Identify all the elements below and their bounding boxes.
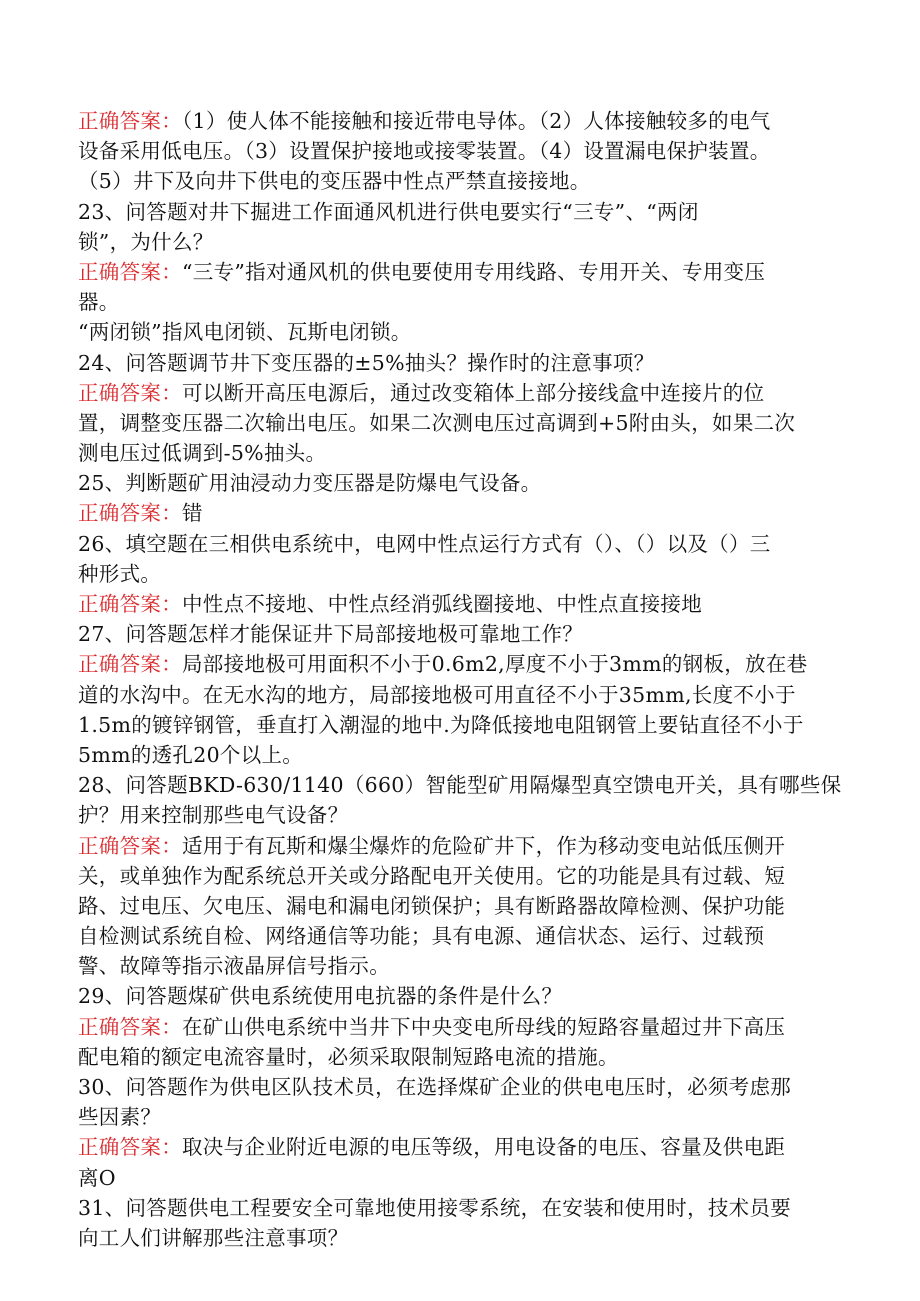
question-block	[78, 619, 838, 649]
line-text: 5mm的透孔20个以上。	[78, 742, 304, 767]
answer-line	[78, 649, 838, 679]
question-line	[78, 529, 838, 559]
answer-line	[78, 951, 838, 981]
answer-block	[78, 498, 838, 528]
answer-label: 正确答案：	[78, 380, 182, 405]
answer-line	[78, 106, 838, 136]
answer-line	[78, 921, 838, 951]
question-line	[78, 981, 838, 1011]
question-line	[78, 800, 838, 830]
question-line	[78, 1223, 838, 1253]
answer-line	[78, 680, 838, 710]
line-text: 在矿山供电系统中当井下中央变电所母线的短路容量超过井下高压	[182, 1014, 786, 1039]
answer-label: 正确答案：	[78, 833, 182, 858]
answer-line	[78, 378, 838, 408]
question-block	[78, 197, 838, 257]
question-line	[78, 197, 838, 227]
line-text: 离O	[78, 1165, 116, 1190]
question-line	[78, 1193, 838, 1223]
answer-block	[78, 378, 838, 469]
answer-line	[78, 861, 838, 891]
answer-line	[78, 317, 838, 347]
line-text: 24、问答题调节井下变压器的±5%抽头？操作时的注意事项？	[78, 350, 655, 375]
answer-line	[78, 589, 838, 619]
answer-block	[78, 1012, 838, 1072]
answer-label: 正确答案：	[78, 109, 182, 133]
answer-label: 正确答案：	[78, 501, 182, 526]
line-text: 关，或单独作为配系统总开关或分路配电开关使用。它的功能是具有过载、短	[78, 863, 786, 888]
line-text: 可以断开高压电源后，通过改变箱体上部分接线盒中连接片的位	[182, 380, 765, 405]
line-text: 28、问答题BKD-630/1140（660）智能型矿用隔爆型真空馈电开关，具有哪些保	[78, 773, 842, 798]
question-line	[78, 1072, 838, 1102]
line-text: 适用于有瓦斯和爆尘爆炸的危险矿井下，作为移动变电站低压侧开	[182, 833, 786, 858]
line-text: 向工人们讲解那些注意事项？	[78, 1225, 349, 1250]
answer-line	[78, 710, 838, 740]
line-text: 局部接地极可用面积不小于0.6m2,厚度不小于3mm的钢板，放在巷	[182, 652, 808, 677]
answer-line	[78, 740, 838, 770]
question-line	[78, 559, 838, 589]
answer-line	[78, 287, 838, 317]
answer-line	[78, 408, 838, 438]
question-line	[78, 619, 838, 649]
question-line	[78, 468, 838, 498]
line-text: 取决与企业附近电源的电压等级，用电设备的电压、容量及供电距	[182, 1135, 786, 1160]
question-line	[78, 227, 838, 257]
line-text: “两闭锁”指风电闭锁、瓦斯电闭锁。	[78, 320, 412, 345]
answer-block	[78, 106, 838, 197]
line-text: 置，调整变压器二次输出电压。如果二次测电压过高调到+5附由头，如果二次	[78, 410, 796, 435]
question-block	[78, 468, 838, 498]
line-text: （1）使人体不能接触和接近带电导体。（2）人体接触较多的电气	[182, 109, 771, 133]
answer-block	[78, 1132, 838, 1192]
line-text: 23、问答题对井下掘进工作面通风机进行供电要实行“三专”、“两闭	[78, 199, 699, 224]
line-text: 警、故障等指示液晶屏信号指示。	[78, 954, 390, 979]
answer-line	[78, 136, 838, 166]
line-text: 27、问答题怎样才能保证井下局部接地极可靠地工作？	[78, 622, 584, 647]
answer-line	[78, 166, 838, 196]
line-text: 些因素？	[78, 1105, 162, 1130]
answer-line	[78, 891, 838, 921]
line-text: 中性点不接地、中性点经消弧线圈接地、中性点直接接地	[182, 592, 702, 616]
line-text: “三专”指对通风机的供电要使用专用线路、专用开关、专用变压	[182, 259, 766, 284]
line-text: 自检测试系统自检、网络通信等功能；具有电源、通信状态、运行、过载预	[78, 924, 765, 949]
line-text: 道的水沟中。在无水沟的地方，局部接地极可用直径不小于35mm,长度不小于	[78, 682, 796, 707]
question-line	[78, 348, 838, 378]
line-text: 路、过电压、欠电压、漏电和漏电闭锁保护；具有断路器故障检测、保护功能	[78, 893, 786, 918]
line-text: 锁”，为什么？	[78, 229, 214, 254]
answer-label: 正确答案：	[78, 259, 182, 284]
question-line	[78, 1102, 838, 1132]
question-block	[78, 348, 838, 378]
answer-line	[78, 831, 838, 861]
line-text: 31、问答题供电工程要安全可靠地使用接零系统，在安装和使用时，技术员要	[78, 1195, 792, 1220]
line-text: 测电压过低调到-5%抽头。	[78, 441, 327, 466]
line-text: 护？用来控制那些电气设备？	[78, 803, 349, 828]
answer-label: 正确答案：	[78, 592, 182, 616]
answer-block	[78, 831, 838, 982]
answer-line	[78, 438, 838, 468]
answer-label: 正确答案：	[78, 1014, 182, 1039]
answer-line	[78, 1012, 838, 1042]
document-page	[78, 106, 842, 1253]
question-block	[78, 770, 842, 830]
line-text: 器。	[78, 290, 120, 315]
line-text: 错	[182, 501, 203, 526]
line-text: （5）井下及向井下供电的变压器中性点严禁直接接地。	[78, 169, 591, 194]
line-text: 26、填空题在三相供电系统中，电网中性点运行方式有（）、（）以及（）三	[78, 531, 771, 556]
question-block	[78, 1072, 838, 1132]
line-text: 30、问答题作为供电区队技术员，在选择煤矿企业的供电电压时，必须考虑那	[78, 1075, 792, 1099]
answer-label: 正确答案：	[78, 652, 182, 677]
answer-block	[78, 649, 838, 770]
answer-line	[78, 1042, 838, 1072]
question-block	[78, 529, 838, 589]
line-text: 1.5m的镀锌钢管，垂直打入潮湿的地中.为降低接地电阻钢管上要钻直径不小于	[78, 712, 804, 737]
line-text: 种形式。	[78, 561, 162, 586]
answer-line	[78, 1163, 838, 1193]
question-block	[78, 981, 838, 1011]
question-line	[78, 770, 842, 800]
answer-block	[78, 589, 838, 619]
line-text: 29、问答题煤矿供电系统使用电抗器的条件是什么？	[78, 984, 563, 1009]
answer-line	[78, 1132, 838, 1162]
answer-line	[78, 498, 838, 528]
line-text: 配电箱的额定电流容量时，必须采取限制短路电流的措施。	[78, 1044, 619, 1069]
answer-line	[78, 257, 838, 287]
line-text: 设备采用低电压。（3）设置保护接地或接零装置。（4）设置漏电保护装置。	[78, 139, 771, 164]
line-text: 25、判断题矿用油浸动力变压器是防爆电气设备。	[78, 471, 542, 496]
answer-block	[78, 257, 838, 348]
question-block	[78, 1193, 838, 1253]
answer-label: 正确答案：	[78, 1135, 182, 1160]
